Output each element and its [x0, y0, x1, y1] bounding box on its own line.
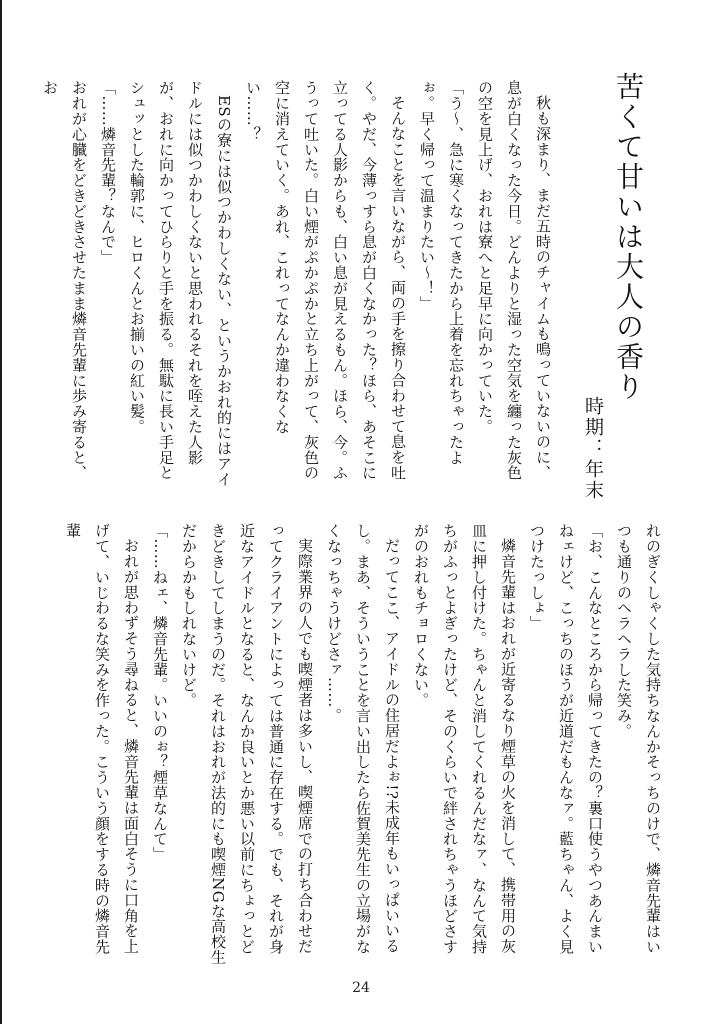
paragraph: 実際業界の人でも喫煙者は多いし、喫煙席での打ち合わせだってクライアントによっては普通に存在する。でも、それが身近なアイドルとなると、なんか良いとか悪い以前にちょっとどきどきしてしまうのだ。それはおれが法的にも喫煙NGな高校生だからかもしれないけど。: [180, 523, 314, 965]
paragraph: 秋も深まり、まだ五時のチャイムも鳴っていないのに、息が白くなった今日。どんよりと湿った空気を纏った灰色の空を見上げ、おれは寮へと足早に向かっていた。: [476, 80, 552, 481]
paragraph: だってここ、アイドルの住居だよぉ!?未成年もいっぱいいるし。まあ、そういうことを言い出したら佐賀美先生の立場がなくなっちゃうけどさァ……。: [325, 523, 401, 955]
paragraph: 「……燐音先輩？なんで」: [99, 80, 117, 265]
story-title: 苦くて甘いは大人の香り: [612, 72, 645, 402]
paragraph: おれが心臓をどきどきさせたまま燐音先輩に歩み寄ると、お: [41, 80, 88, 481]
paragraph: 「う〜、急に寒くなってきたから上着を忘れちゃったよぉ。早く帰って温まりたい〜！」: [418, 80, 465, 465]
paragraph: 「お、こんなところから帰ってきたの？裏口使うやつあんまいねェけど、こっちのほうが近道だもんなァ。藍ちゃん、よく見つけたっしょ」: [528, 523, 604, 955]
lower-text-block: [64, 523, 667, 965]
paragraph: おれが思わずそう尋ねると、燐音先輩は面白そうに口角を上げて、いじわるな笑みを作った。こういう顔をする時の燐音先輩: [64, 523, 140, 955]
paragraph: れのぎくしゃくした気持ちなんかそっちのけで、燐音先輩はいつも通りのヘラヘラした笑み。: [615, 523, 662, 955]
paragraph: ESの寮には似つかわしくない、というかおれ的にはアイドルには似つかわしくないと思われるそれを咥えた人影が、おれに向かってひらりと手を振る。無駄に長い手足とシュッとした輪郭に、ヒロくんとお揃いの紅い髪。: [128, 80, 233, 487]
paragraph: 「……ねェ、燐音先輩。いいのぉ？煙草なんて」: [151, 523, 169, 862]
paragraph: 燐音先輩はおれが近寄るなり煙草の火を消して、携帯用の灰皿に押し付けた。ちゃんと消してくれるんだなァ、なんて気持ちがふっとよぎったけど、そのくらいで絆されちゃうほどさすがのおれもチョロくない。: [412, 523, 517, 955]
page-number: 24: [352, 980, 370, 996]
paragraph: そんなことを言いながら、両の手を擦り合わせて息を吐く。やだ、今薄っすら息が白くなかった？ほら、あそこに立ってる人影からも、白い息が見えるもん。ほら、今。ふうって吐いた。白い煙がぷかぷかと立ち上がって、灰色の空に消えていく。あれ、これってなんか違わなくない……？: [244, 80, 407, 481]
story-period: 時期：年末: [582, 396, 604, 501]
page-spine-edge: [0, 0, 2, 1024]
upper-text-block: [41, 80, 557, 495]
